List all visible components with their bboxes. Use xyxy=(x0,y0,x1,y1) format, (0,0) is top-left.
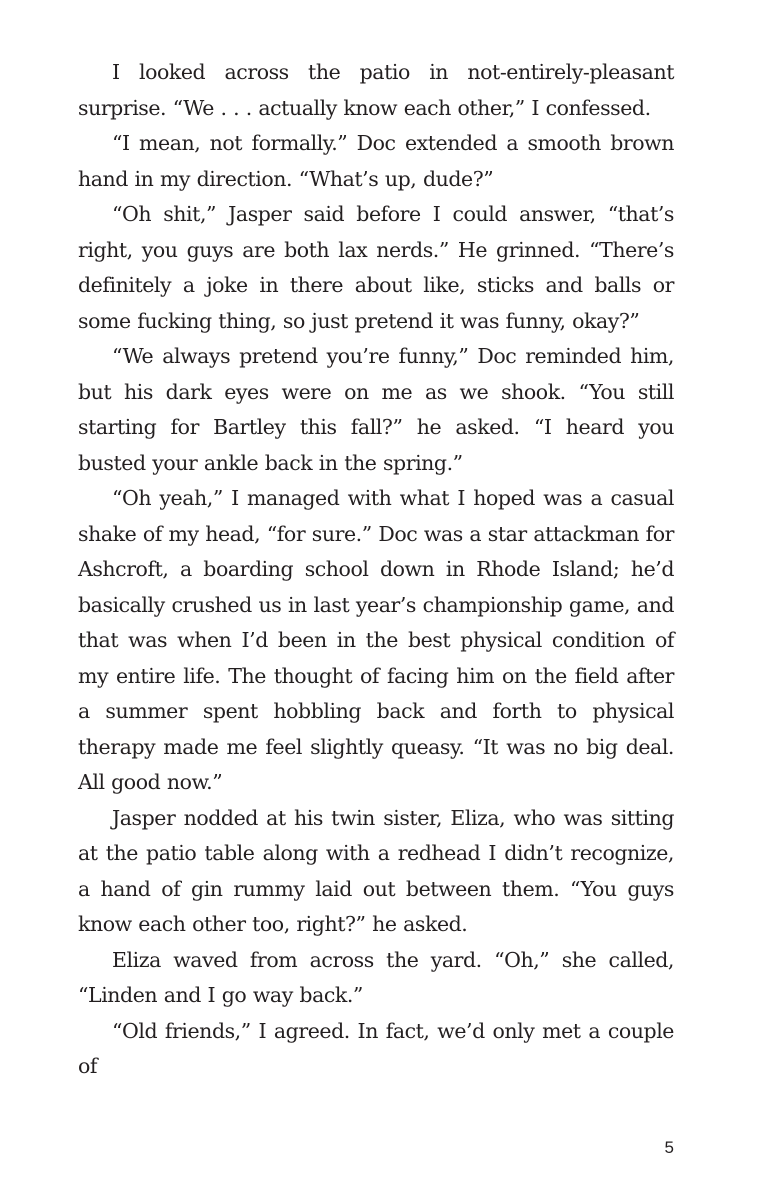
paragraph-last: “Old friends,” I agreed. In fact, we’d only met a couple of xyxy=(78,1018,674,1078)
paragraph: Eliza waved from across the yard. “Oh,” she called, “Linden and I go way back.” xyxy=(78,947,674,1007)
paragraph: I looked across the patio in not-entirely-pleasant surprise. “We . . . actually know each other,” I confessed. xyxy=(78,60,674,120)
paragraph: Jasper nodded at his twin sister, Eliza, who was sitting at the patio table along with a redhead I didn’t recognize, a hand of gin rummy laid out between them. “You guys know each other too, right?” he asked. xyxy=(78,805,674,936)
paragraph: “We always pretend you’re funny,” Doc reminded him, but his dark eyes were on me as we shook. “You still starting for Bartley this fall?” he asked. “I heard you busted your ankle back in the spring.” xyxy=(78,344,674,475)
paragraph: “I mean, not formally.” Doc extended a smooth brown hand in my direction. “What’s up, dude?” xyxy=(78,131,674,191)
page-number: 5 xyxy=(664,1138,674,1157)
paragraph: “Oh yeah,” I managed with what I hoped was a casual shake of my head, “for sure.” Doc was a star attackman for Ashcroft, a boarding school down in Rhode Island; he’d basically crushed us in last year’s championship game, and that was when I’d been in the best physical condition of my entire life. The thought of facing him on the field after a summer spent hobbling back and forth to physical therapy made me feel slightly queasy. “It was no big deal. All good now.” xyxy=(78,486,674,794)
paragraph: “Oh shit,” Jasper said before I could answer, “that’s right, you guys are both lax nerds.” He grinned. “There’s definitely a joke in there about like, sticks and balls or some fucking thing, so just pretend it was funny, okay?” xyxy=(78,202,674,333)
page-body xyxy=(78,55,674,1085)
